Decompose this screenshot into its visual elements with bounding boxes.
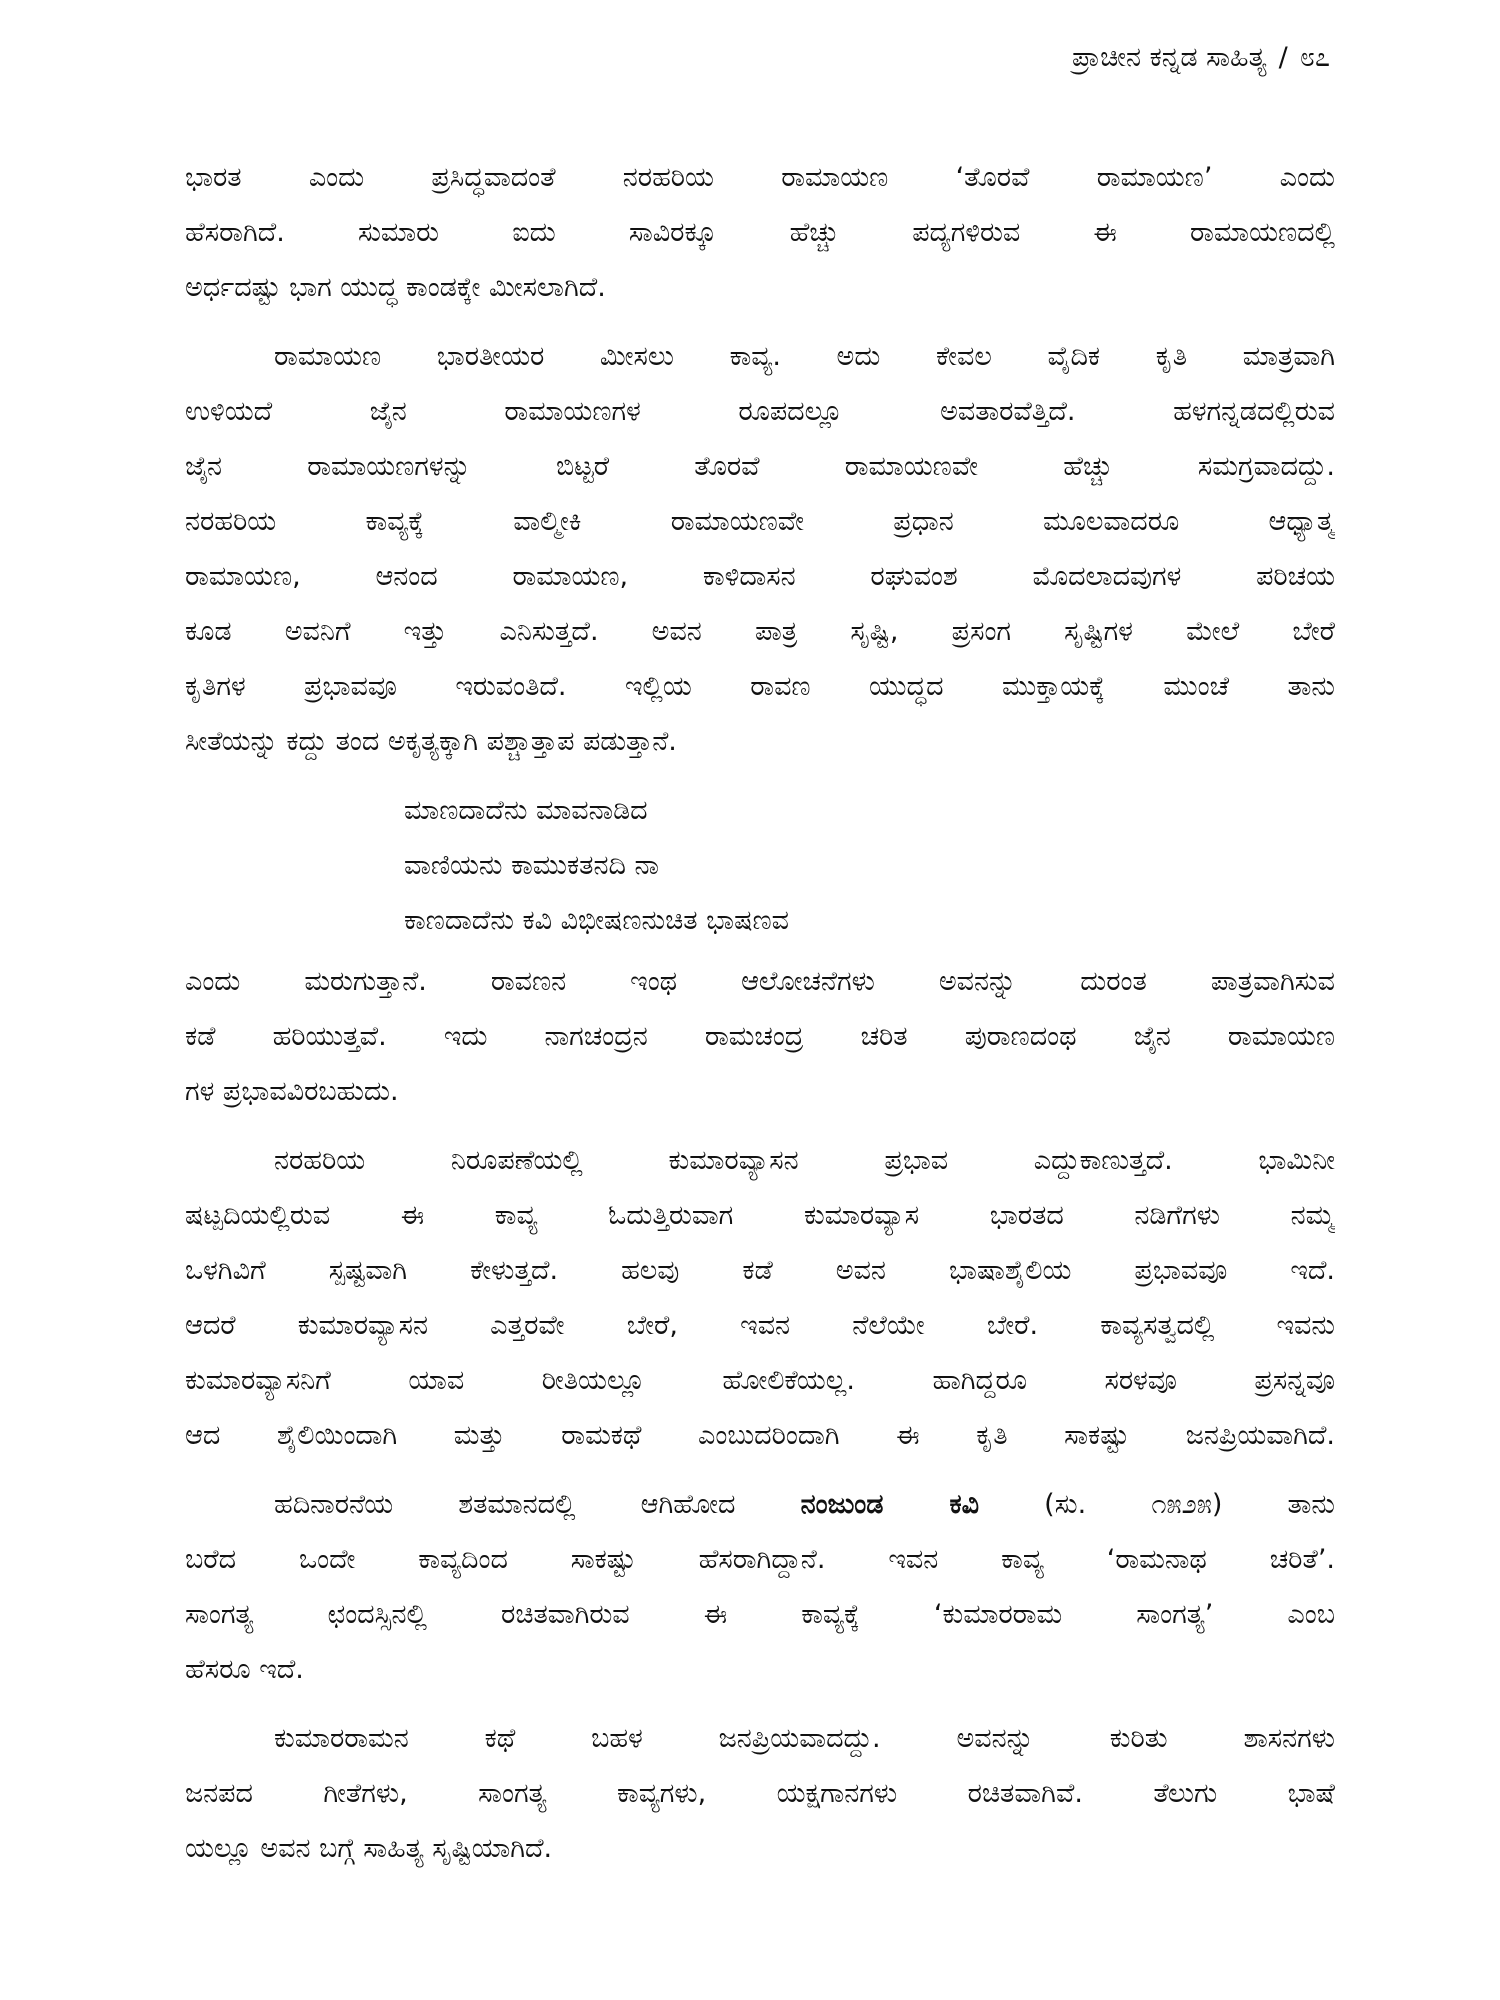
running-title: ಪ್ರಾಚೀನ ಕನ್ನಡ ಸಾಹಿತ್ಯ [1072,42,1267,73]
running-header [1072,38,1330,78]
text-line: ಸಾಂಗತ್ಯ ಛಂದಸ್ಸಿನಲ್ಲಿ ರಚಿತವಾಗಿರುವ ಈ ಕಾವ್ಯಕ್ಕೆ ‘ಕುಮಾರರಾಮ ಸಾಂಗತ್ಯ’ ಎಂಬ [185,1599,1335,1630]
text-line: ಗಳ ಪ್ರಭಾವವಿರಬಹುದು. [185,1076,399,1107]
header-separator: / [1278,42,1288,73]
page-body [185,150,1335,1876]
text-line: ಕೂಡ ಅವನಿಗೆ ಇತ್ತು ಎನಿಸುತ್ತದೆ. ಅವನ ಪಾತ್ರ ಸೃಷ್ಟಿ, ಪ್ರಸಂಗ ಸೃಷ್ಟಿಗಳ ಮೇಲೆ ಬೇರೆ [185,616,1335,647]
paragraph-continued [185,150,1335,315]
verse-quote [185,783,1335,948]
paragraph-after-verse [185,954,1335,1119]
text-line: ಕುಮಾರವ್ಯಾಸನಿಗೆ ಯಾವ ರೀತಿಯಲ್ಲೂ ಹೋಲಿಕೆಯಲ್ಲ. ಹಾಗಿದ್ದರೂ ಸರಳವೂ ಪ್ರಸನ್ನವೂ [185,1365,1335,1396]
text-line: ಒಳಗಿವಿಗೆ ಸ್ಪಷ್ಟವಾಗಿ ಕೇಳುತ್ತದೆ. ಹಲವು ಕಡೆ ಅವನ ಭಾಷಾಶೈಲಿಯ ಪ್ರಭಾವವೂ ಇದೆ. [185,1255,1335,1286]
paragraph [185,1477,1335,1697]
paragraph [185,329,1335,769]
text-line: ಹೆಸರೂ ಇದೆ. [185,1654,304,1685]
text-line: ಕಡೆ ಹರಿಯುತ್ತವೆ. ಇದು ನಾಗಚಂದ್ರನ ರಾಮಚಂದ್ರ ಚರಿತ ಪುರಾಣದಂಥ ಜೈನ ರಾಮಾಯಣ [185,1021,1335,1052]
text-line: ಷಟ್ಪದಿಯಲ್ಲಿರುವ ಈ ಕಾವ್ಯ ಓದುತ್ತಿರುವಾಗ ಕುಮಾರವ್ಯಾಸ ಭಾರತದ ನಡಿಗೆಗಳು ನಮ್ಮ [185,1200,1335,1231]
text-line: ಅರ್ಧದಷ್ಟು ಭಾಗ ಯುದ್ಧ ಕಾಂಡಕ್ಕೇ ಮೀಸಲಾಗಿದೆ. [185,272,606,303]
text-line: ಜೈನ ರಾಮಾಯಣಗಳನ್ನು ಬಿಟ್ಟರೆ ತೊರವೆ ರಾಮಾಯಣವೇ ಹೆಚ್ಚು ಸಮಗ್ರವಾದದ್ದು. [185,451,1335,482]
text-line: ಆದ ಶೈಲಿಯಿಂದಾಗಿ ಮತ್ತು ರಾಮಕಥೆ ಎಂಬುದರಿಂದಾಗಿ ಈ ಕೃತಿ ಸಾಕಷ್ಟು ಜನಪ್ರಿಯವಾಗಿದೆ. [185,1420,1335,1451]
text-line: ಯಲ್ಲೂ ಅವನ ಬಗ್ಗೆ ಸಾಹಿತ್ಯ ಸೃಷ್ಟಿಯಾಗಿದೆ. [185,1833,553,1864]
text-line [185,1477,1335,1532]
verse-line: ಮಾಣದಾದೆನು ಮಾವನಾಡಿದ [404,795,648,826]
text-line: ಕೃತಿಗಳ ಪ್ರಭಾವವೂ ಇರುವಂತಿದೆ. ಇಲ್ಲಿಯ ರಾವಣ ಯುದ್ಧದ ಮುಕ್ತಾಯಕ್ಕೆ ಮುಂಚೆ ತಾನು [185,671,1335,702]
text-line: ರಾಮಾಯಣ, ಆನಂದ ರಾಮಾಯಣ, ಕಾಳಿದಾಸನ ರಘುವಂಶ ಮೊದಲಾದವುಗಳ ಪರಿಚಯ [185,561,1335,592]
page-number: ೮೭ [1299,42,1330,73]
text-line: ಕುಮಾರರಾಮನ ಕಥೆ ಬಹಳ ಜನಪ್ರಿಯವಾದದ್ದು. ಅವನನ್ನು ಕುರಿತು ಶಾಸನಗಳು [274,1723,1335,1754]
text-line: ಭಾರತ ಎಂದು ಪ್ರಸಿದ್ಧವಾದಂತೆ ನರಹರಿಯ ರಾಮಾಯಣ ‘ತೊರವೆ ರಾಮಾಯಣ’ ಎಂದು [185,162,1335,193]
poet-name-bold: ನಂಜುಂಡ ಕವಿ [800,1489,980,1520]
verse-line: ವಾಣಿಯನು ಕಾಮುಕತನದಿ ನಾ [404,850,660,881]
text-segment: (ಸು. ೧೫೨೫) ತಾನು [979,1489,1335,1520]
verse-line: ಕಾಣದಾದೆನು ಕವಿ ವಿಭೀಷಣನುಚಿತ ಭಾಷಣವ [404,905,789,936]
text-line: ನರಹರಿಯ ಕಾವ್ಯಕ್ಕೆ ವಾಲ್ಮೀಕಿ ರಾಮಾಯಣವೇ ಪ್ರಧಾನ ಮೂಲವಾದರೂ ಆಧ್ಯಾತ್ಮ [185,506,1335,537]
paragraph [185,1133,1335,1463]
text-line: ಉಳಿಯದೆ ಜೈನ ರಾಮಾಯಣಗಳ ರೂಪದಲ್ಲೂ ಅವತಾರವೆತ್ತಿದೆ. ಹಳಗನ್ನಡದಲ್ಲಿರುವ [185,396,1335,427]
text-line: ನರಹರಿಯ ನಿರೂಪಣೆಯಲ್ಲಿ ಕುಮಾರವ್ಯಾಸನ ಪ್ರಭಾವ ಎದ್ದುಕಾಣುತ್ತದೆ. ಭಾಮಿನೀ [274,1145,1335,1176]
text-line: ಜನಪದ ಗೀತೆಗಳು, ಸಾಂಗತ್ಯ ಕಾವ್ಯಗಳು, ಯಕ್ಷಗಾನಗಳು ರಚಿತವಾಗಿವೆ. ತೆಲುಗು ಭಾಷೆ [185,1778,1335,1809]
text-line: ಬರೆದ ಒಂದೇ ಕಾವ್ಯದಿಂದ ಸಾಕಷ್ಟು ಹೆಸರಾಗಿದ್ದಾನೆ. ಇವನ ಕಾವ್ಯ ‘ರಾಮನಾಥ ಚರಿತೆ’. [185,1544,1335,1575]
text-line: ಸೀತೆಯನ್ನು ಕದ್ದು ತಂದ ಅಕೃತ್ಯಕ್ಕಾಗಿ ಪಶ್ಚಾತ್ತಾಪ ಪಡುತ್ತಾನೆ. [185,726,677,757]
text-line: ರಾಮಾಯಣ ಭಾರತೀಯರ ಮೀಸಲು ಕಾವ್ಯ. ಅದು ಕೇವಲ ವೈದಿಕ ಕೃತಿ ಮಾತ್ರವಾಗಿ [274,341,1335,372]
text-segment: ಹದಿನಾರನೆಯ ಶತಮಾನದಲ್ಲಿ ಆಗಿಹೋದ [274,1489,801,1520]
text-line: ಹೆಸರಾಗಿದೆ. ಸುಮಾರು ಐದು ಸಾವಿರಕ್ಕೂ ಹೆಚ್ಚು ಪದ್ಯಗಳಿರುವ ಈ ರಾಮಾಯಣದಲ್ಲಿ [185,217,1335,248]
paragraph [185,1711,1335,1876]
text-line: ಆದರೆ ಕುಮಾರವ್ಯಾಸನ ಎತ್ತರವೇ ಬೇರೆ, ಇವನ ನೆಲೆಯೇ ಬೇರೆ. ಕಾವ್ಯಸತ್ವದಲ್ಲಿ ಇವನು [185,1310,1335,1341]
text-line: ಎಂದು ಮರುಗುತ್ತಾನೆ. ರಾವಣನ ಇಂಥ ಆಲೋಚನೆಗಳು ಅವನನ್ನು ದುರಂತ ಪಾತ್ರವಾಗಿಸುವ [185,966,1335,997]
